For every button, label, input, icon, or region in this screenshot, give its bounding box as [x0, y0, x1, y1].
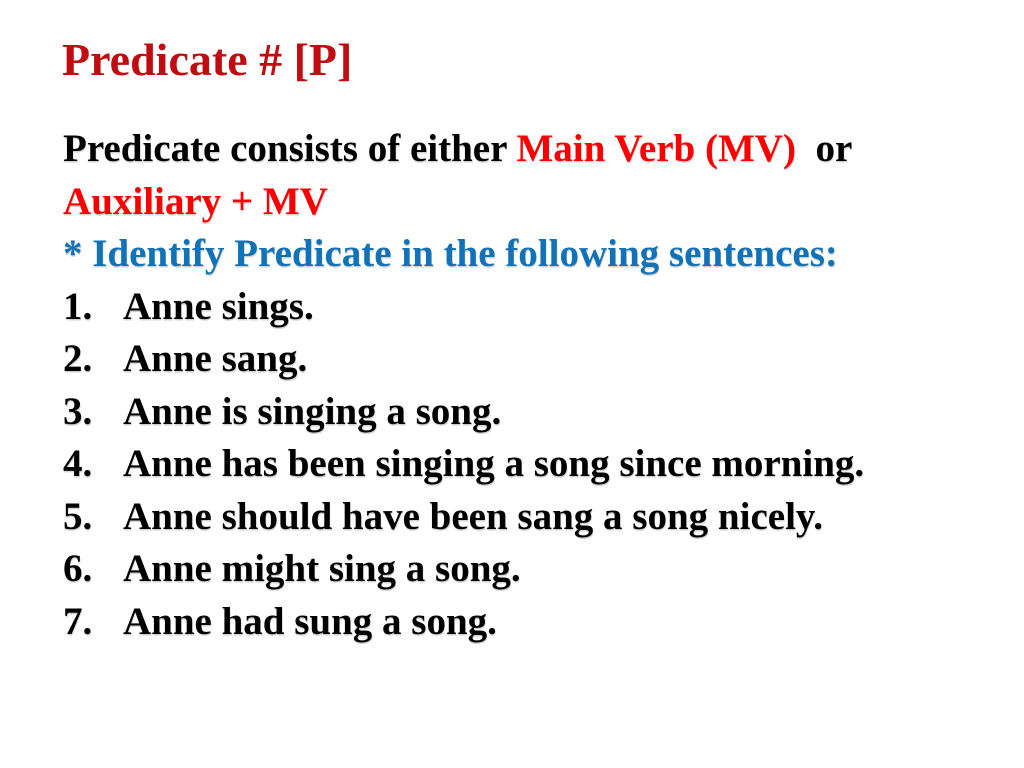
main-verb-highlight: Main Verb (MV): [516, 127, 796, 170]
intro-text-end: or: [795, 127, 853, 170]
intro-line: [63, 123, 993, 176]
list-item: [63, 333, 993, 386]
sentence-list: [63, 281, 993, 649]
list-item-text: Anne has been singing a song since morning.: [123, 442, 865, 485]
slide-title: Predicate # [P]: [62, 34, 353, 85]
auxiliary-line: Auxiliary + MV: [63, 179, 328, 223]
list-item-text: Anne sings.: [123, 284, 314, 328]
list-item: [63, 596, 993, 649]
list-item-number: 5.: [63, 494, 93, 538]
list-item-text: Anne had sung a song.: [123, 599, 497, 643]
list-item-text: Anne might sing a song.: [123, 547, 521, 590]
list-item-number: 4.: [63, 442, 93, 485]
list-item-number: 7.: [63, 599, 93, 643]
list-item: [63, 386, 993, 439]
instruction-line: * Identify Predicate in the following sentences:: [63, 232, 838, 275]
list-item-text: Anne is singing a song.: [123, 389, 502, 433]
slide-body: [63, 123, 993, 648]
list-item-number: 3.: [63, 389, 93, 433]
list-item: [63, 543, 993, 596]
list-item: [63, 438, 993, 491]
list-item-text: Anne sang.: [123, 337, 308, 380]
list-item-number: 6.: [63, 547, 93, 590]
intro-text-start: Predicate consists of either: [63, 127, 517, 170]
list-item: [63, 281, 993, 334]
list-item: [63, 491, 993, 544]
list-item-number: 1.: [63, 284, 93, 328]
list-item-number: 2.: [63, 337, 93, 380]
list-item-text: Anne should have been sang a song nicely.: [123, 494, 824, 538]
